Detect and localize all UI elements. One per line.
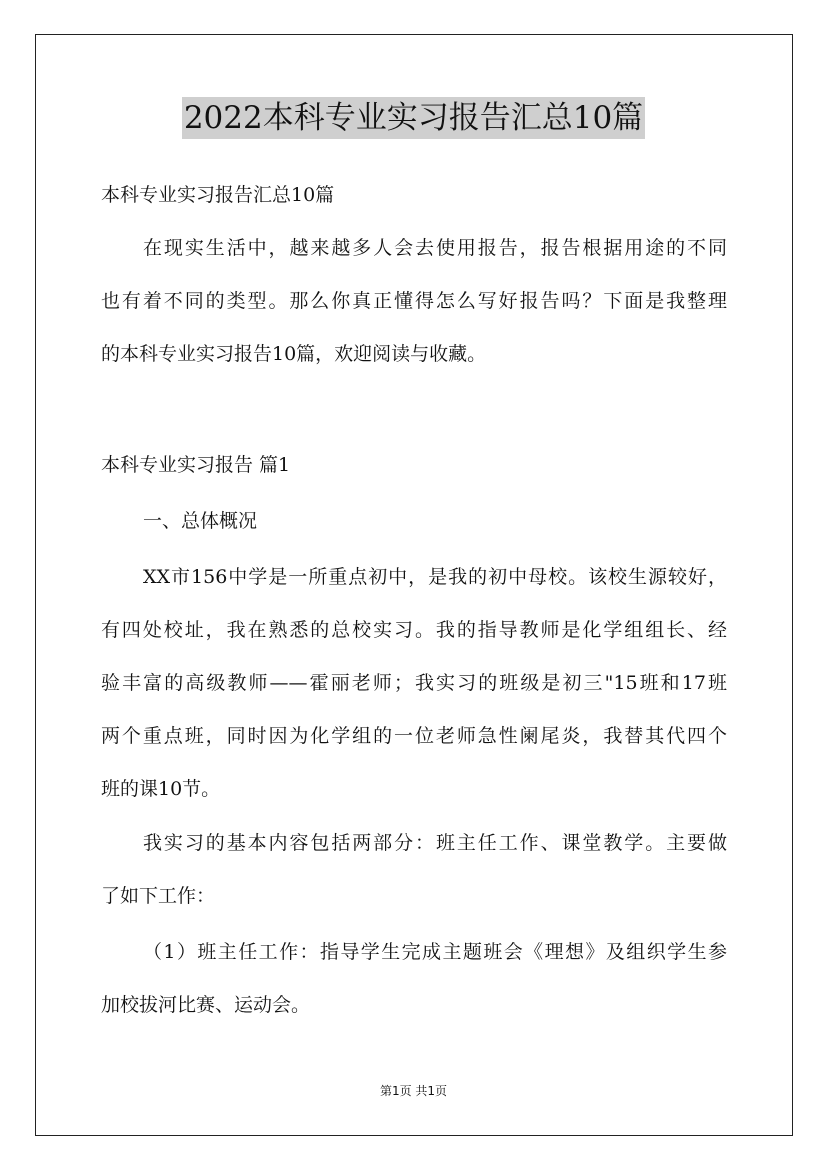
para2-line-2: 了如下工作： — [101, 885, 216, 907]
document-title: 2022本科专业实习报告汇总10篇 — [182, 97, 645, 139]
para1-line-1: XX市156中学是一所重点初中，是我的初中母校。该校生源较好， — [143, 566, 727, 588]
sub-heading: 一、总体概况 — [143, 510, 258, 532]
para1-line-5: 班的课10节。 — [101, 778, 221, 800]
para1-line-4: 两个重点班，同时因为化学组的一位老师急性阑尾炎，我替其代四个 — [101, 725, 727, 747]
para3-line-2: 加校拔河比赛、运动会。 — [101, 994, 311, 1016]
section-heading: 本科专业实习报告 篇1 — [101, 454, 291, 476]
intro-line-3: 的本科专业实习报告10篇，欢迎阅读与收藏。 — [101, 343, 487, 365]
intro-line-1: 在现实生活中，越来越多人会去使用报告，报告根据用途的不同 — [143, 237, 727, 259]
title-container — [0, 97, 827, 139]
para2-line-1: 我实习的基本内容包括两部分：班主任工作、课堂教学。主要做 — [143, 832, 727, 854]
intro-line-2: 也有着不同的类型。那么你真正懂得怎么写好报告吗？下面是我整理 — [101, 290, 727, 312]
para3-line-1: （1）班主任工作：指导学生完成主题班会《理想》及组织学生参 — [143, 941, 727, 963]
page-footer: 第1页 共1页 — [379, 1084, 448, 1098]
para1-line-3: 验丰富的高级教师——霍丽老师；我实习的班级是初三"15班和17班 — [101, 672, 727, 694]
subtitle: 本科专业实习报告汇总10篇 — [101, 184, 335, 206]
para1-line-2: 有四处校址，我在熟悉的总校实习。我的指导教师是化学组组长、经 — [101, 619, 727, 641]
